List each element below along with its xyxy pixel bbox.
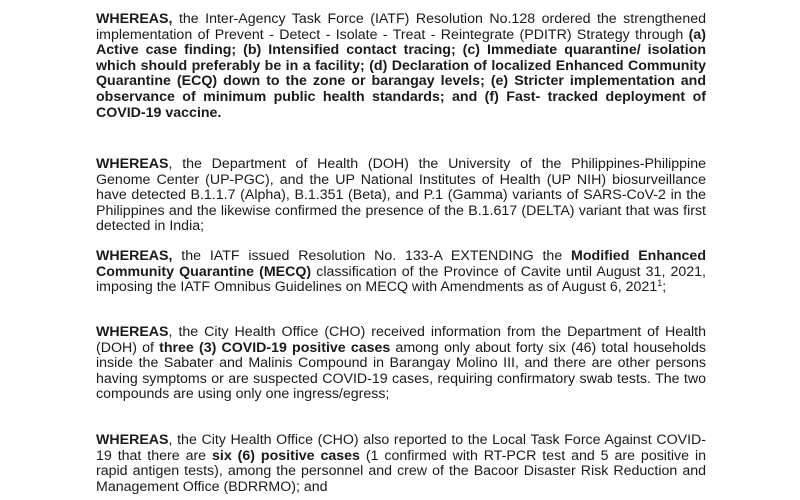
footnote-marker: 1 [657, 278, 663, 289]
paragraph-text: the IATF issued Resolution No. 133-A EXTENDING the [172, 248, 572, 264]
whereas-paragraph-mecq [96, 249, 706, 296]
paragraph-text: classification of the Province of Cavite until August 31, 2021, imposing the IATF Omnibus Guidelines on MECQ with Amendments as of August 6, 2021 [96, 263, 706, 296]
whereas-paragraph-cho-positive-cases [96, 325, 706, 403]
paragraph-bold-text: (a) Active case finding; (b) Intensified contact tracing; (c) Immediate quarantine/ isolation which should preferably be in a facility; (d) Declaration of localized Enhanced Community Quarantine (ECQ) down to the zone or barangay levels; (e) Stricter implementation and observance of minimum public health standards; and (f) Fast- tracked deployment of COVID-19 vaccine. [96, 26, 706, 121]
paragraph-text: the Inter-Agency Task Force (IATF) Resolution No.128 ordered the strengthened implementation of Prevent - Detect - Isolate - Treat - Reintegrate (PDITR) Strategy through [96, 11, 706, 43]
whereas-paragraph-variants [96, 157, 706, 235]
paragraph-text: , the City Health Office (CHO) received information from the Department of Health (DOH) of [96, 324, 706, 356]
paragraph-text: , the City Health Office (CHO) also reported to the Local Task Force Against COVID-19 that there are [96, 432, 706, 464]
paragraph-text: , the Department of Health (DOH) the University of the Philippines-Philippine Genome Center (UP-PGC), and the UP National Institutes of Health (UP NIH) biosurveillance have detected B.1.1.7 (Alpha), B.1.351 (Beta), and P.1 (Gamma) variants of SARS-CoV-2 in the Philippines and the likewise confirmed the presence of the B.1.617 (DELTA) variant that was first detected in India; [96, 156, 706, 235]
paragraph-text: (1 confirmed with RT-PCR test and 5 are positive in rapid antigen tests), among the personnel and crew of the Bacoor Disaster Risk Reduction and Management Office (BDRRMO); and [96, 447, 707, 495]
paragraph-text: among only about forty six (46) total households inside the Sabater and Malinis Compound in Barangay Molino III, and there are other persons having symptoms or are suspected COVID-19 cases, requiring confirmatory swab tests. The two compounds are using only one ingress/egress; [96, 339, 706, 403]
whereas-keyword: WHEREAS [96, 156, 169, 172]
paragraph-bold-text: Modified Enhanced Community Quarantine (MECQ) [96, 248, 706, 280]
whereas-paragraph-iatf-resolution-128 [96, 12, 706, 121]
whereas-keyword: WHEREAS, [96, 248, 173, 264]
paragraph-text: ; [662, 279, 667, 296]
whereas-keyword: WHEREAS [96, 324, 169, 340]
whereas-paragraph-bdrrmo-cases [96, 433, 706, 495]
paragraph-bold-text: three (3) COVID-19 positive cases [159, 339, 391, 356]
whereas-keyword: WHEREAS, [96, 11, 173, 27]
paragraph-bold-text: six (6) positive cases [212, 447, 360, 464]
whereas-keyword: WHEREAS [96, 432, 169, 448]
